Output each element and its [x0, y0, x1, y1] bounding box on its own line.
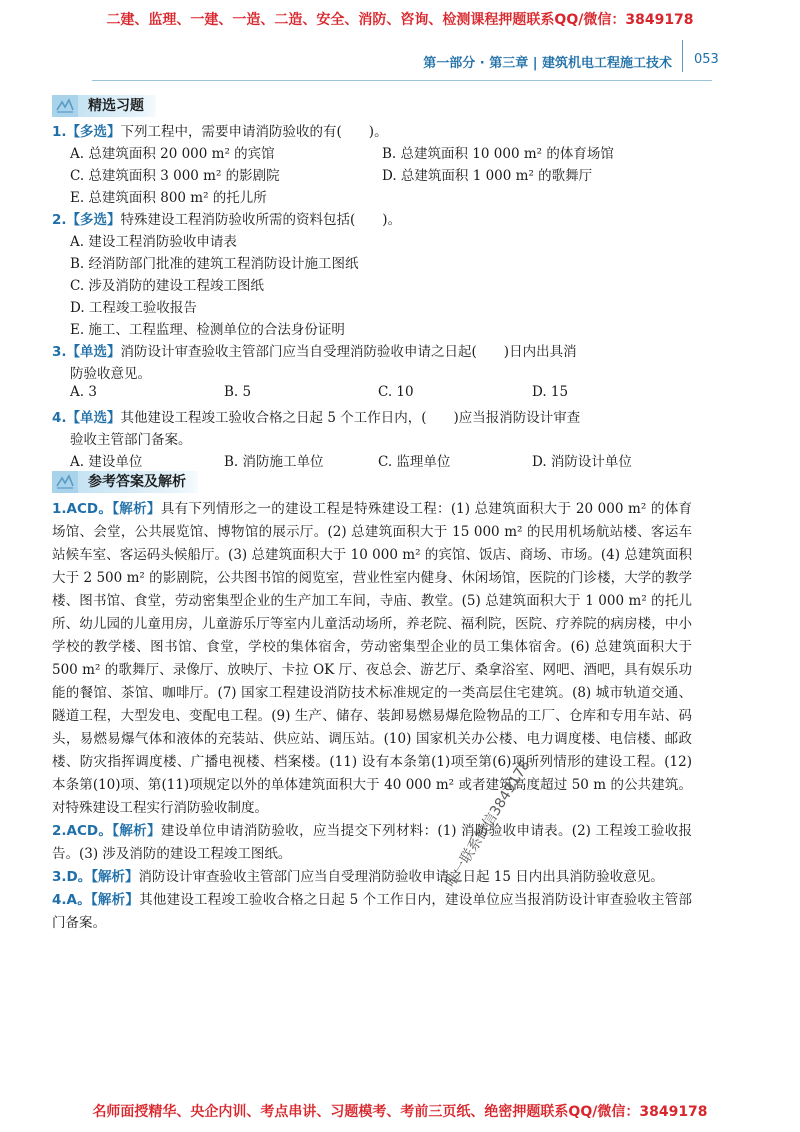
- question-3: 3.【单选】消防设计审查验收主管部门应当自受理消防验收申请之日起( )日内出具消: [52, 344, 577, 360]
- section-title: 参考答案及解析: [78, 471, 198, 493]
- answer-2: 2.ACD。【解析】建设单位申请消防验收，应当提交下列材料：(1) 消防验收申请表。(2) 工程竣工验收报告。(3) 涉及消防的建设工程竣工图纸。: [52, 823, 693, 862]
- q1-option-e: E. 总建筑面积 800 m² 的托儿所: [70, 190, 267, 206]
- pencil-check-icon: [52, 95, 78, 117]
- q3-option-a: A. 3: [70, 384, 97, 400]
- page-number: 053: [694, 52, 719, 67]
- question-3-cont: 防验收意见。: [70, 366, 151, 382]
- header-divider: [682, 40, 683, 72]
- q1-option-b: B. 总建筑面积 10 000 m² 的体育场馆: [382, 146, 614, 162]
- question-4: 4.【单选】其他建设工程竣工验收合格之日起 5 个工作日内，( )应当报消防设计审查: [52, 410, 581, 426]
- pencil-check-icon: [52, 471, 78, 493]
- q1-option-d: D. 总建筑面积 1 000 m² 的歌舞厅: [382, 168, 593, 184]
- q4-option-c: C. 监理单位: [378, 454, 451, 470]
- q2-option-b: B. 经消防部门批准的建筑工程消防设计施工图纸: [70, 256, 359, 272]
- question-1: 1.【多选】下列工程中，需要申请消防验收的有( )。: [52, 124, 388, 140]
- chapter-title: 第一部分 · 第三章 | 建筑机电工程施工技术: [423, 56, 672, 71]
- promo-banner-bottom: 名师面授精华、央企内训、考点串讲、习题模考、考前三页纸、绝密押题联系QQ/微信：3849178: [92, 1104, 708, 1120]
- answer-list: [52, 498, 692, 935]
- q1-option-a: A. 总建筑面积 20 000 m² 的宾馆: [70, 146, 275, 162]
- q2-option-e: E. 施工、工程监理、检测单位的合法身份证明: [70, 322, 345, 338]
- q3-option-c: C. 10: [378, 384, 414, 400]
- q3-option-b: B. 5: [224, 384, 252, 400]
- question-4-cont: 验收主管部门备案。: [70, 432, 192, 448]
- promo-banner-top: 二建、监理、一建、一造、二造、安全、消防、咨询、检测课程押题联系QQ/微信：3849178: [106, 12, 694, 28]
- section-title: 精选习题: [78, 95, 156, 117]
- q3-option-d: D. 15: [532, 384, 569, 400]
- q1-option-c: C. 总建筑面积 3 000 m² 的影剧院: [70, 168, 280, 184]
- q2-option-d: D. 工程竣工验收报告: [70, 300, 197, 316]
- section-header-answers: [52, 470, 198, 494]
- question-2: 2.【多选】特殊建设工程消防验收所需的资料包括( )。: [52, 212, 402, 228]
- q4-option-b: B. 消防施工单位: [224, 454, 324, 470]
- header-rule: [92, 80, 712, 81]
- q2-option-a: A. 建设工程消防验收申请表: [70, 234, 237, 250]
- answer-3: 3.D。【解析】消防设计审查验收主管部门应当自受理消防验收申请之日起 15 日内出具消防验收意见。: [52, 869, 664, 885]
- answer-4: 4.A。【解析】其他建设工程竣工验收合格之日起 5 个工作日内，建设单位应当报消防设计审查验收主管部门备案。: [52, 892, 693, 931]
- section-header-exercises: [52, 94, 156, 118]
- q4-option-a: A. 建设单位: [70, 454, 143, 470]
- answer-1: 1.ACD。【解析】具有下列情形之一的建设工程是特殊建设工程：(1) 总建筑面积大于 20 000 m² 的体育场馆、会堂，公共展览馆、博物馆的展示厅。(2) 总建筑面积大于 15 000 m² 的民用机场航站楼、客运车站候车室、客运码头候船厅。(3) 总建筑面积大于 10 000 m² 的宾馆、饭店、商场、市场。(4) 总建筑面积大于 2 500 m² 的影剧院，公共图书馆的阅览室，营业性室内健身、休闲场馆，医院的门诊楼，大学的教学楼、图书馆、食堂，劳动密集型企业的生产加工车间，寺庙、教堂。(5) 总建筑面积大于 1 000 m² 的托儿所、幼儿园的儿童用房，儿童游乐厅等室内儿童活动场所，养老院、福利院，医院、疗养院的病房楼，中小学校的教学楼、图书馆、食堂，学校的集体宿舍，劳动密集型企业的员工集体宿舍。(6) 总建筑面积大于 500 m² 的歌舞厅、录像厅、放映厅、卡拉 OK 厅、夜总会、游艺厅、桑拿浴室、网吧、酒吧，具有娱乐功能的餐馆、茶馆、咖啡厅。(7) 国家工程建设消防技术标准规定的一类高层住宅建筑。(8) 城市轨道交通、隧道工程，大型发电、变配电工程。(9) 生产、储存、装卸易燃易爆危险物品的工厂、仓库和专用车站、码头，易燃易爆气体和液体的充装站、供应站、调压站。(10) 国家机关办公楼、电力调度楼、电信楼、邮政楼、防灾指挥调度楼、广播电视楼、档案楼。(11) 设有本条第(1)项至第(6)项所列情形的建设工程。(12) 本条第(10)项、第(11)项规定以外的单体建筑面积大于 40 000 m² 或者建筑高度超过 50 m 的公共建筑。对特殊建设工程实行消防验收制度。: [52, 501, 693, 816]
- q4-option-d: D. 消防设计单位: [532, 454, 632, 470]
- q2-option-c: C. 涉及消防的建设工程竣工图纸: [70, 278, 264, 294]
- watermark-text: 唯一联系微信3849178: [442, 757, 534, 891]
